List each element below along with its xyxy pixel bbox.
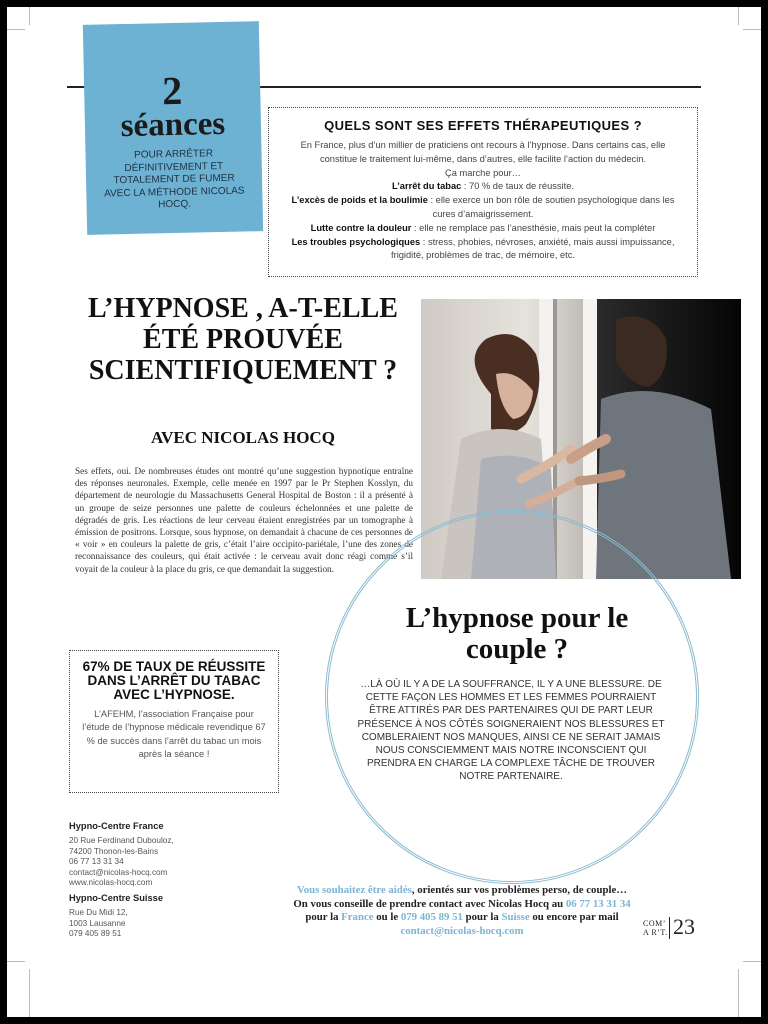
effects-works: Ça marche pour…	[445, 167, 521, 178]
contact-phone: 079 405 89 51	[69, 929, 122, 939]
tabac-box	[69, 650, 279, 793]
cta-text: ou encore par mail	[529, 911, 619, 924]
crop-mark	[743, 29, 761, 30]
contact-france	[69, 821, 174, 888]
contact-line: 1003 Lausanne	[69, 918, 126, 928]
cta-text: , orientés sur vos problèmes perso, de couple… On vous conseille de prendre contact avec Nicolas Hocq au	[293, 884, 628, 910]
couple-title: L’hypnose pour le couple ?	[405, 602, 629, 665]
crop-mark	[738, 969, 739, 1017]
crop-mark	[743, 961, 761, 962]
logo-line: A R’T.	[643, 928, 668, 937]
cta-phone-france: 06 77 13 31 34	[565, 897, 631, 910]
cta-france: France	[341, 911, 374, 924]
seances-box	[83, 21, 263, 235]
cta-text: ou le	[373, 911, 401, 924]
seances-word: séances	[120, 105, 226, 145]
effects-item-label: L’excès de poids et la boulimie	[291, 195, 428, 206]
seances-number: 2	[161, 67, 183, 114]
effects-body	[269, 133, 697, 263]
crop-mark	[29, 969, 30, 1017]
effects-item-label: Les troubles psychologiques	[291, 236, 421, 247]
crop-mark	[29, 7, 30, 25]
effects-item-text: : elle ne remplace pas l’anesthésie, mais peut la compléter	[411, 222, 656, 233]
contact-line: 20 Rue Ferdinand Dubouloz,	[69, 836, 174, 846]
magazine-logo	[643, 919, 668, 937]
crop-mark	[738, 7, 739, 25]
contact-line: Rue Du Midi 12,	[69, 908, 128, 918]
contact-suisse-title: Hypno-Centre Suisse	[69, 893, 164, 903]
crop-mark	[7, 29, 25, 30]
contact-line: 74200 Thonon-les-Bains	[69, 846, 159, 856]
effects-title: QUELS SONT SES EFFETS THÉRAPEUTIQUES ?	[324, 118, 642, 133]
article-body: Ses effets, oui. De nombreuses études ont montré qu’une suggestion hypnotique entraîne des réponses neuronales. Exemple, celle menée en 1997 par le Pr Stephen Kosslyn, du département de neurologie du Massachusetts General Hospital de Boston : il a présenté à un groupe de seize personnes une palette de couleurs échelonnées et une palette de dégradés de gris. Les réactions de leur cerveau étaient enregistrées par un tomographe à émission de positrons. Lorsque, sous hypnose, on demandait à chacune de ces personnes de « voir » en couleurs la palette de gris, c’était l’aire occipito-pariétale, l’une des zones de reconnaissance des couleurs, qui était activée : le cerveau avait donc réagi comme s’il voyait de la couleur à la place du gris, ce que demandait la suggestion.	[75, 466, 413, 574]
seances-text: POUR ARRÊTER DÉFINITIVEMENT ET TOTALEMENT DE FUMER AVEC LA MÉTHODE NICOLAS HOCQ.	[104, 148, 245, 211]
cta-phone-suisse: 079 405 89 51	[400, 911, 463, 924]
effects-intro: En France, plus d’un millier de praticiens ont recours à l’hypnose. Dans certains cas, elle constitue le traitement lui-même, dans d’autres, elle facilite l’action du médecin.	[300, 140, 666, 164]
magazine-page	[7, 7, 761, 1017]
tabac-text: L’AFEHM, l’association Française pour l’étude de l’hypnose médicale revendique 67 % de succès dans l’arrêt du tabac un mois après la séance !	[82, 709, 266, 760]
call-to-action	[292, 884, 632, 938]
contact-website: www.nicolas-hocq.com	[69, 878, 153, 888]
couple-text: …LÀ OÙ IL Y A DE LA SOUFFRANCE, IL Y A UNE BLESSURE. DE CETTE FAÇON LES HOMMES ET LES FEMMES POURRAIENT ÊTRE ATTIRÉS PAR DES PARTENAIRES QUI DE PART LEUR PRÉSENCE À NOS CÔTÉS SOIGNERAIENT NOS BLESSURES ET COMBLERAIENT NOS MANQUES, AINSI CE NE SERAIT JAMAIS NOUS CONSCIEMMENT MAIS NOTRE INCONSCIENT QUI PRENDRA EN CHARGE LA COMPLEXE TÂCHE DE TROUVER NOTRE PARTENAIRE.	[357, 679, 665, 783]
contact-france-title: Hypno-Centre France	[69, 821, 164, 831]
cta-suisse: Suisse	[501, 911, 530, 924]
effects-box	[268, 107, 698, 277]
effects-item-text: : elle exerce un bon rôle de soutien psychologique dans les cures d’amaigrissement.	[427, 195, 675, 219]
cta-email: contact@nicolas-hocq.com	[400, 924, 524, 937]
contact-phone: 06 77 13 31 34	[69, 857, 124, 867]
article-title: L’HYPNOSE , A-T-ELLE ÉTÉ PROUVÉE SCIENTIFIQUEMENT ?	[88, 293, 398, 386]
effects-item-text: : stress, phobies, névroses, anxiété, mais aussi impuissance, frigidité, problèmes de trac, de mémoire, etc.	[391, 236, 675, 261]
article-subtitle: AVEC NICOLAS HOCQ	[151, 428, 335, 447]
effects-item-label: L’arrêt du tabac	[392, 181, 462, 192]
page-number: 23	[673, 914, 695, 939]
effects-item-text: : 70 % de taux de réussite.	[461, 181, 574, 192]
crop-mark	[7, 961, 25, 962]
page-number-divider	[669, 917, 670, 939]
logo-line: COM’	[643, 919, 666, 928]
effects-item-label: Lutte contre la douleur	[310, 222, 412, 233]
tabac-title: 67% DE TAUX DE RÉUSSITE DANS L’ARRÊT DU TABAC AVEC L’HYPNOSE.	[82, 659, 266, 702]
contact-suisse	[69, 893, 163, 940]
cta-text: pour la	[305, 911, 342, 924]
cta-highlight: Vous souhaitez être aidés	[296, 884, 412, 896]
cta-text: pour la	[462, 911, 502, 924]
contact-email: contact@nicolas-hocq.com	[69, 867, 168, 877]
